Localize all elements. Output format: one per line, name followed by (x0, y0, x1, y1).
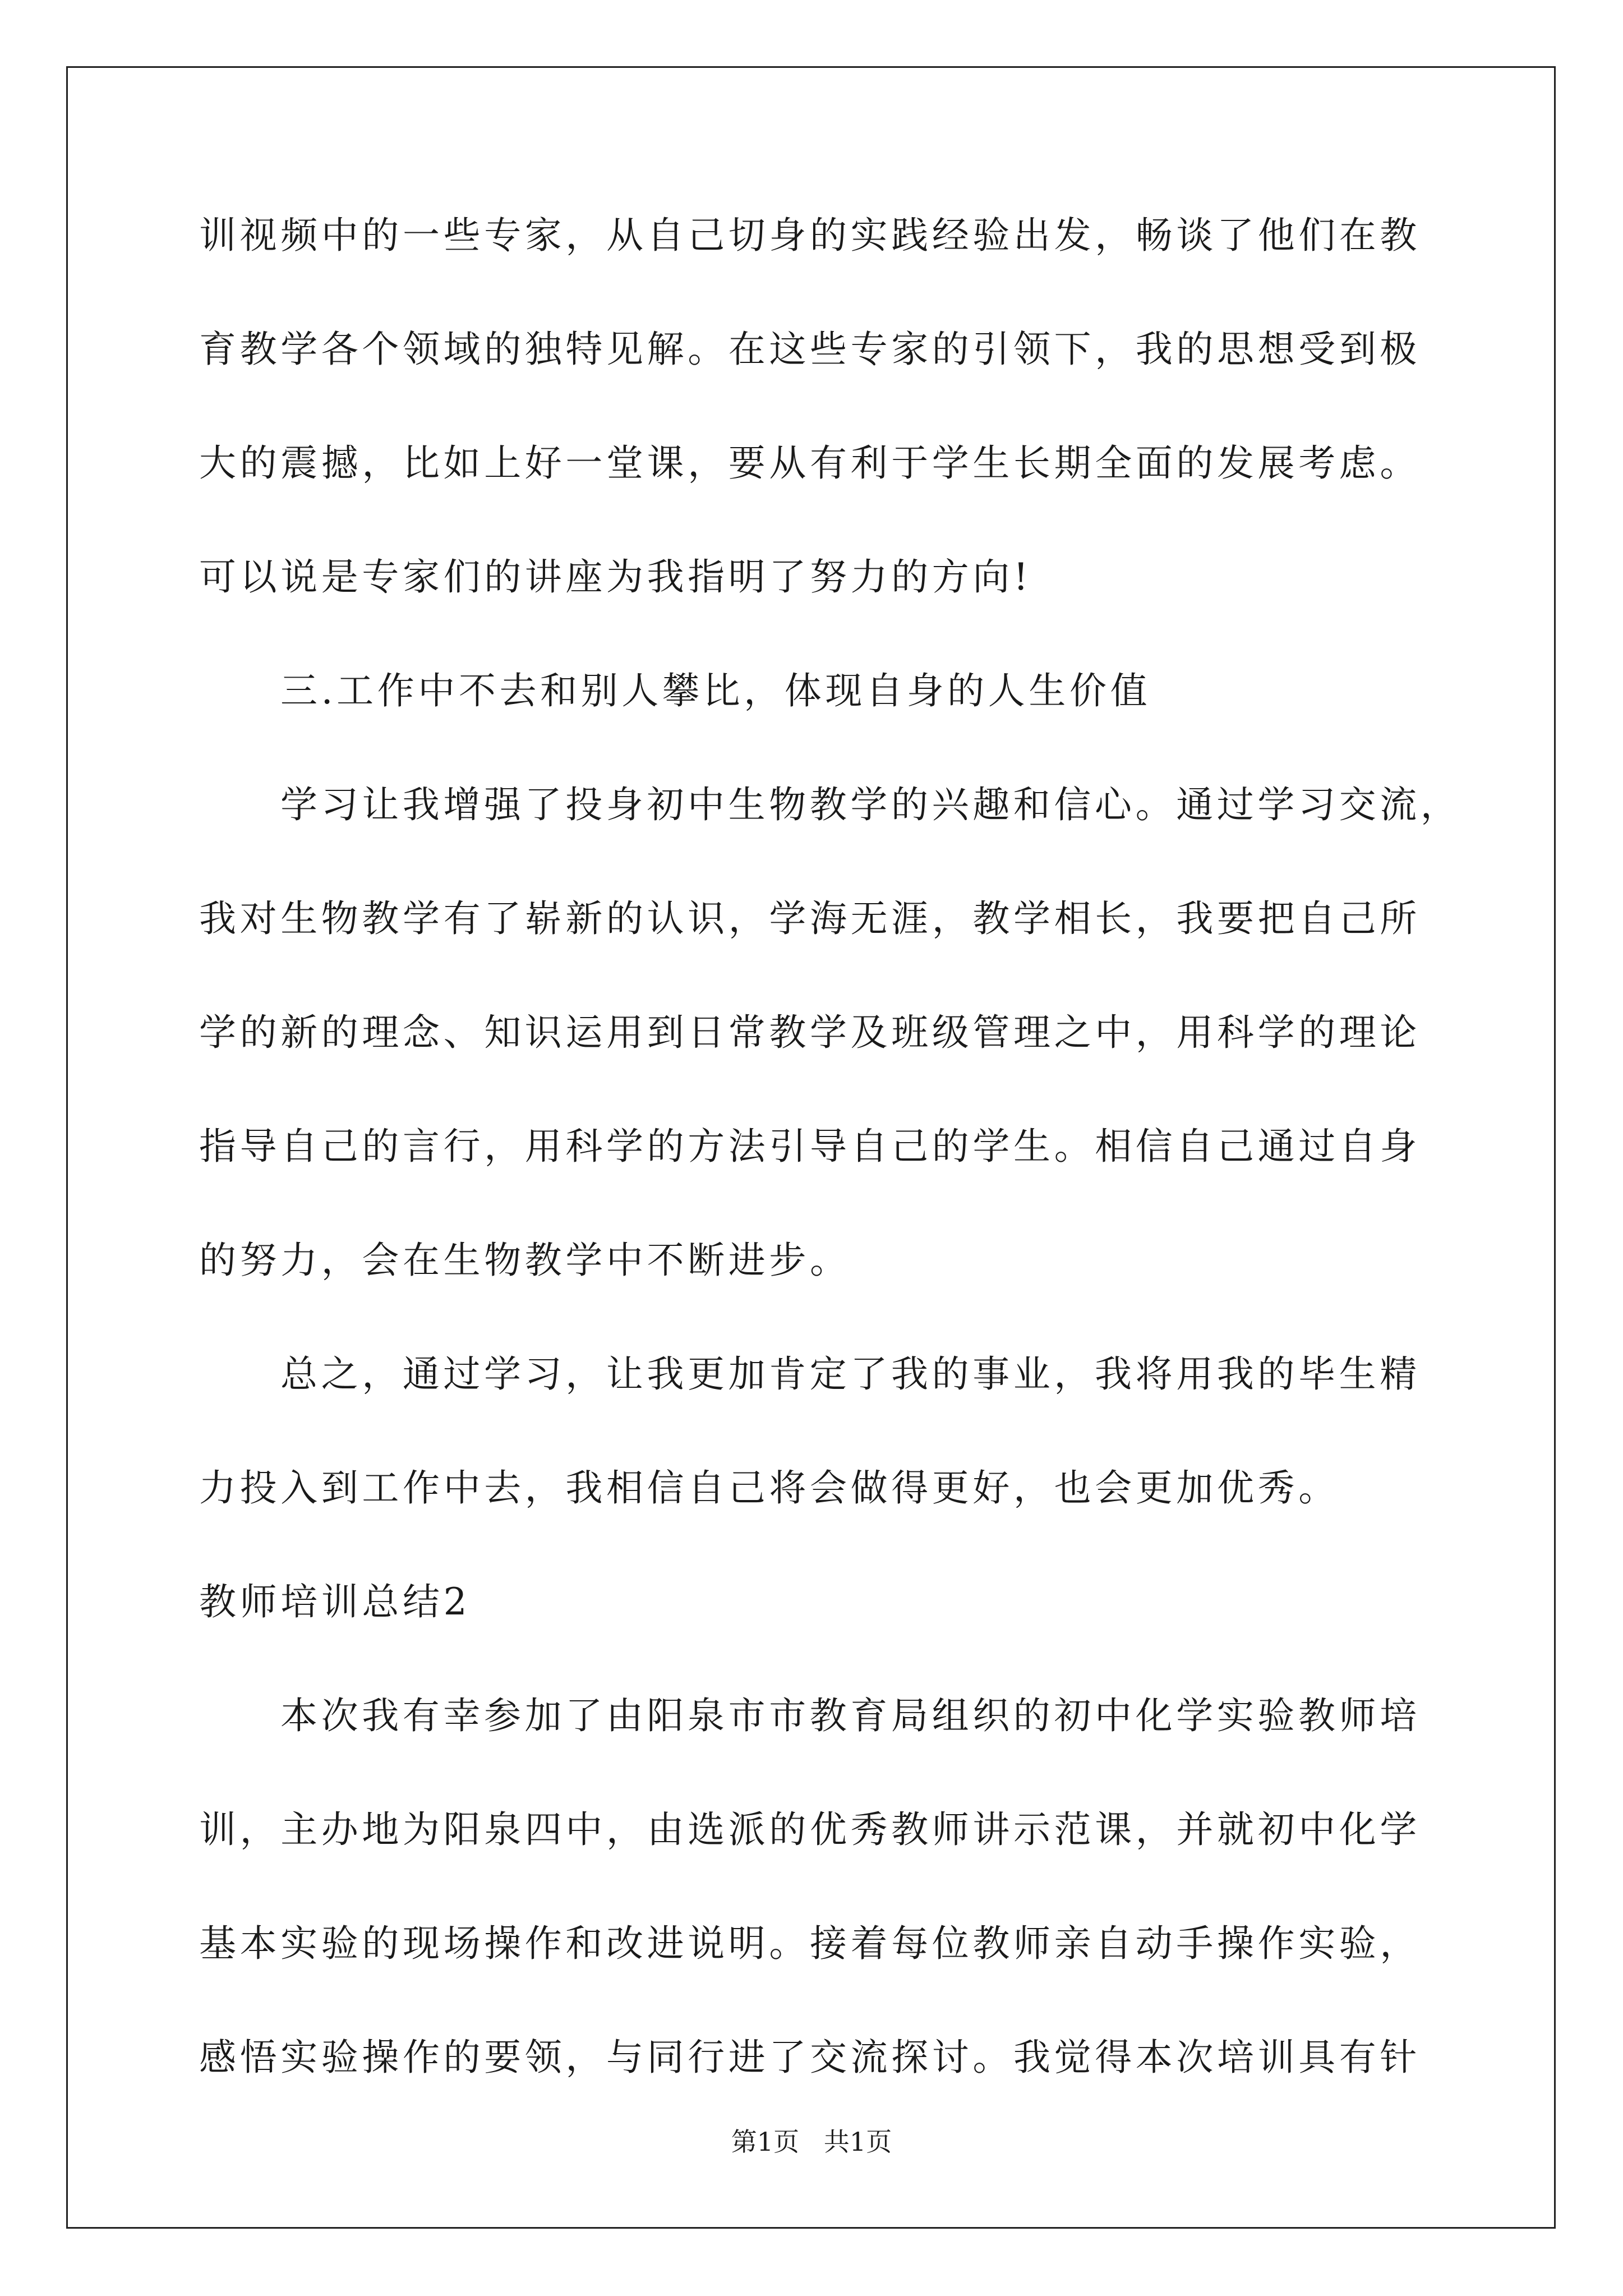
article-title: 教师培训总结2 (199, 1580, 471, 1623)
text-line: 本次我有幸参加了由阳泉市市教育局组织的初中化学实验教师培 (280, 1694, 1421, 1737)
page-footer: 第1页 共1页 (731, 2127, 892, 2157)
text-line: 指导自己的言行，用科学的方法引导自己的学生。相信自己通过自身 (199, 1125, 1421, 1168)
section-heading: 三.工作中不去和别人攀比，体现自身的人生价值 (280, 669, 1151, 712)
text-line: 基本实验的现场操作和改进说明。接着每位教师亲自动手操作实验， (199, 1922, 1421, 1965)
text-line: 育教学各个领域的独特见解。在这些专家的引领下，我的思想受到极 (199, 328, 1421, 371)
text-line: 训，主办地为阳泉四中，由选派的优秀教师讲示范课，并就初中化学 (199, 1808, 1421, 1851)
text-line: 学的新的理念、知识运用到日常教学及班级管理之中，用科学的理论 (199, 1011, 1421, 1054)
text-line: 力投入到工作中去，我相信自己将会做得更好，也会更加优秀。 (199, 1466, 1339, 1510)
text-line: 训视频中的一些专家，从自己切身的实践经验出发，畅谈了他们在教 (199, 214, 1421, 257)
text-line: 学习让我增强了投身初中生物教学的兴趣和信心。通过学习交流， (280, 783, 1461, 826)
text-line: 可以说是专家们的讲座为我指明了努力的方向! (199, 555, 1032, 599)
text-line: 总之，通过学习，让我更加肯定了我的事业，我将用我的毕生精 (280, 1352, 1421, 1396)
text-line: 的努力，会在生物教学中不断进步。 (199, 1239, 851, 1282)
text-line: 感悟实验操作的要领，与同行进了交流探讨。我觉得本次培训具有针 (199, 2036, 1421, 2079)
text-line: 大的震撼，比如上好一堂课，要从有利于学生长期全面的发展考虑。 (199, 441, 1421, 485)
text-line: 我对生物教学有了崭新的认识，学海无涯，教学相长，我要把自己所 (199, 897, 1421, 940)
